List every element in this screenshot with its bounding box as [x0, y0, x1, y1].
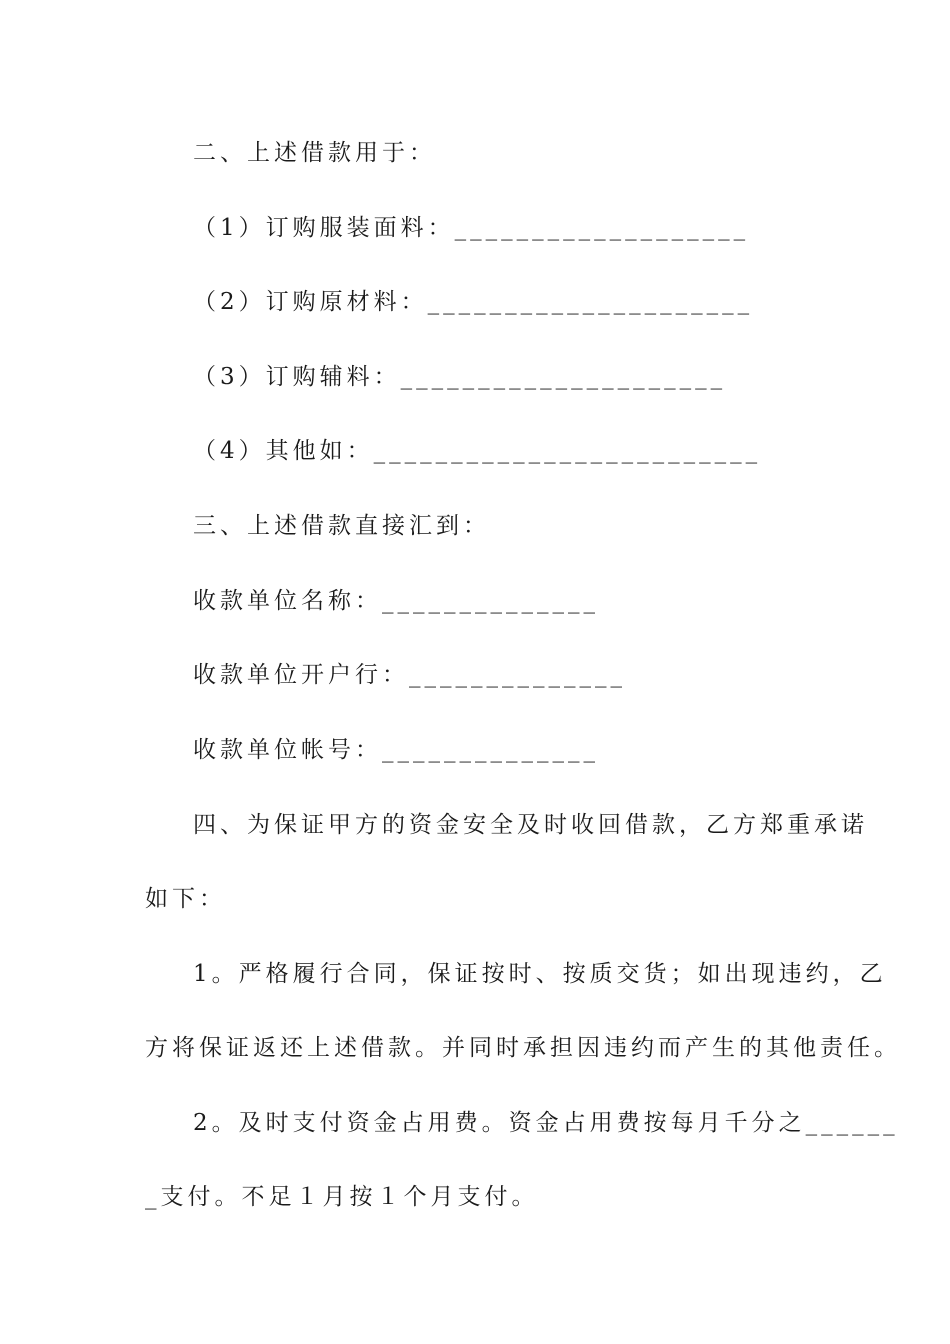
use-item-2: （2）订购原材料：_____________________	[193, 289, 754, 315]
item-1-line-1: 1。严格履行合同，保证按时、按质交货；如出现违约，乙	[193, 961, 887, 987]
payee-account-field: 收款单位帐号：______________	[193, 737, 599, 763]
payee-name-field: 收款单位名称：______________	[193, 588, 599, 614]
use-item-1: （1）订购服装面料：___________________	[193, 215, 750, 241]
item-2-line-2: _支付。不足１月按１个月支付。	[145, 1184, 539, 1210]
section-4-line-2: 如下：	[145, 886, 226, 912]
section-4-line-1: 四、为保证甲方的资金安全及时收回借款，乙方郑重承诺	[193, 812, 868, 838]
payee-bank-field: 收款单位开户行：______________	[193, 662, 626, 688]
use-item-4: （4）其他如：_________________________	[193, 438, 762, 464]
section-2-heading: 二、上述借款用于：	[193, 140, 436, 166]
item-1-line-2: 方将保证返还上述借款。并同时承担因违约而产生的其他责任。	[145, 1035, 901, 1061]
use-item-3: （3）订购辅料：_____________________	[193, 364, 727, 390]
item-2-line-1: 2。及时支付资金占用费。资金占用费按每月千分之______	[193, 1110, 899, 1136]
section-3-heading: 三、上述借款直接汇到：	[193, 513, 490, 539]
